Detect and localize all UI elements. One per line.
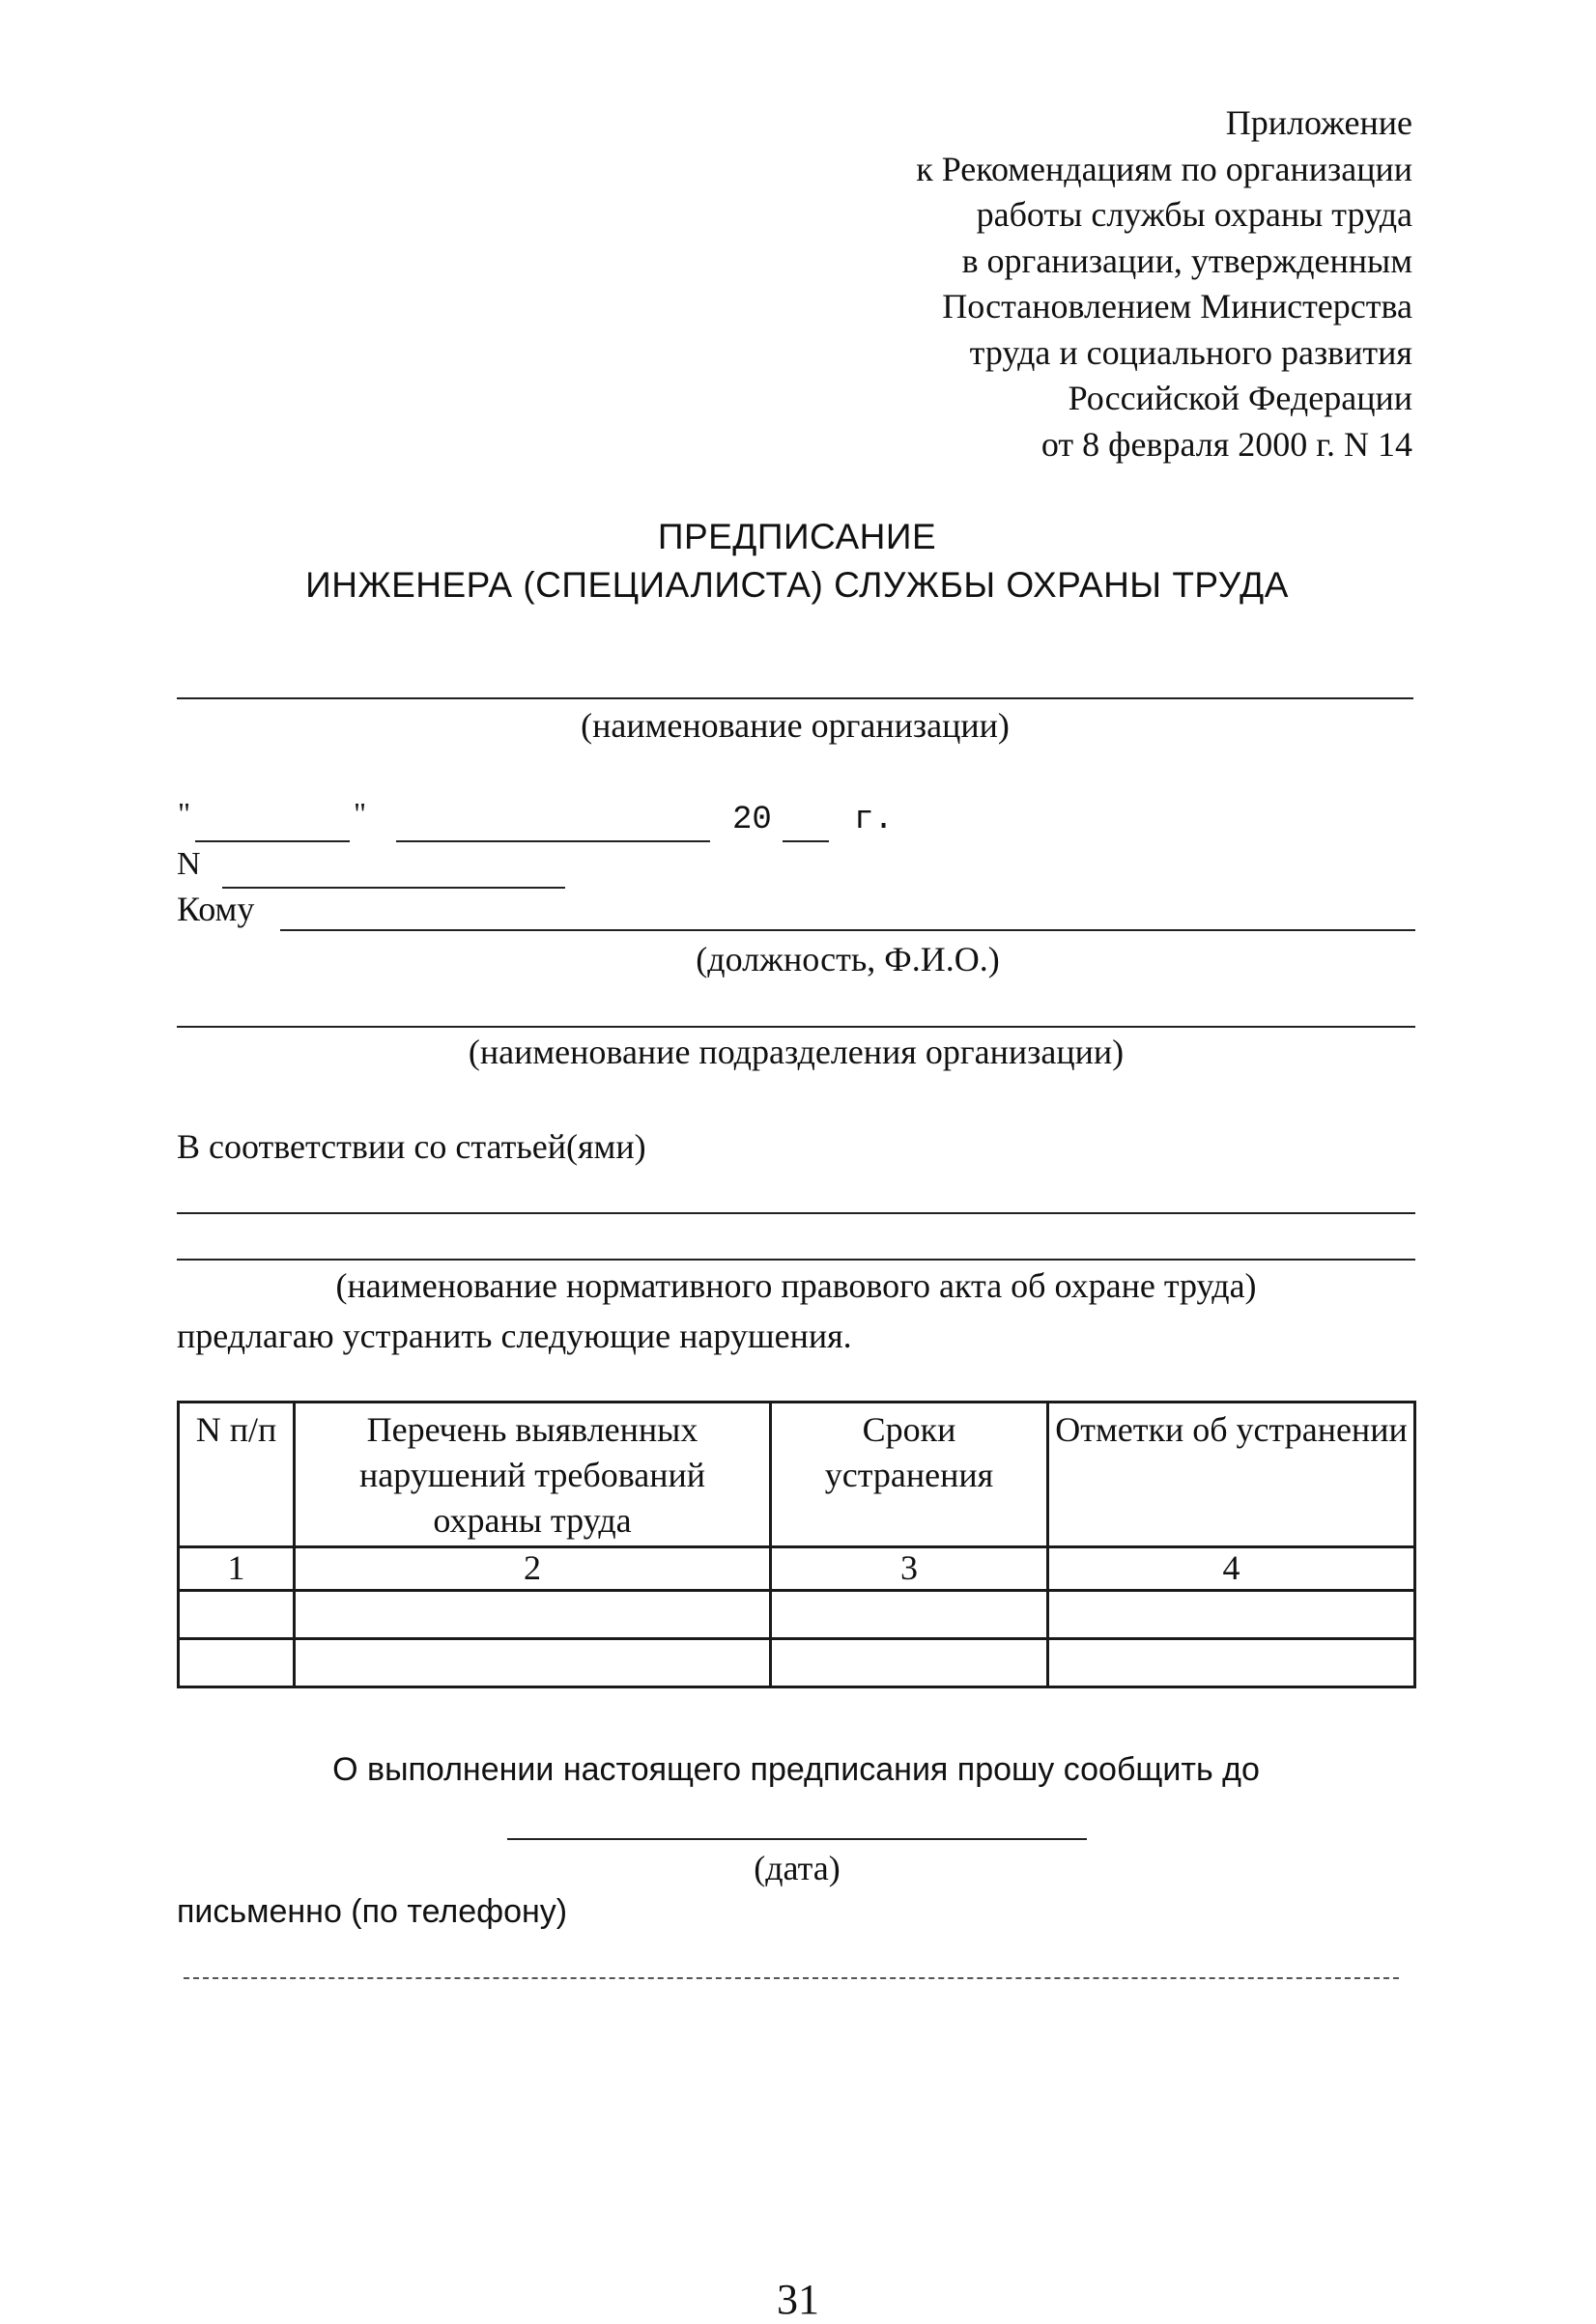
table-cell[interactable]	[295, 1639, 771, 1687]
number-line[interactable]	[222, 887, 565, 889]
appendix-line: Постановлением Министерства	[942, 287, 1412, 326]
date-day-line[interactable]	[195, 840, 350, 842]
date-deadline-line[interactable]	[507, 1838, 1087, 1840]
document-subtitle: ИНЖЕНЕРА (СПЕЦИАЛИСТА) СЛУЖБЫ ОХРАНЫ ТРУДА	[305, 565, 1289, 605]
appendix-line: к Рекомендациям по организации	[916, 149, 1412, 188]
date-year-prefix: 20	[732, 802, 772, 838]
appendix-line: от 8 февраля 2000 г. N 14	[1040, 424, 1412, 464]
column-number: 3	[771, 1547, 1048, 1591]
table-header-row	[179, 1403, 1415, 1547]
header-marks: Отметки об устранении	[1048, 1403, 1415, 1547]
column-number: 4	[1048, 1547, 1415, 1591]
table-cell[interactable]	[295, 1591, 771, 1639]
table-row	[179, 1591, 1415, 1639]
table-row	[179, 1639, 1415, 1687]
articles-line-1[interactable]	[177, 1212, 1415, 1214]
to-label: Кому	[177, 890, 255, 928]
header-deadline: Сроки устранения	[771, 1403, 1048, 1547]
column-number-row	[179, 1547, 1415, 1591]
proposal-text: предлагаю устранить следующие нарушения.	[177, 1317, 852, 1355]
articles-label: В соответствии со статьей(ями)	[177, 1127, 646, 1166]
appendix-line: работы службы охраны труда	[976, 195, 1412, 234]
method-line[interactable]	[184, 1977, 1399, 1979]
act-caption: (наименование нормативного правового акта об охране труда)	[335, 1266, 1257, 1305]
table-cell[interactable]	[1048, 1639, 1415, 1687]
to-line[interactable]	[280, 929, 1415, 931]
date-year-line[interactable]	[783, 840, 829, 842]
table-cell[interactable]	[1048, 1591, 1415, 1639]
number-label: N	[177, 846, 201, 882]
division-line[interactable]	[177, 1026, 1415, 1028]
violations-table	[177, 1401, 1416, 1688]
header-violations: Перечень выявленных нарушений требований охраны труда	[295, 1403, 771, 1547]
division-caption: (наименование подразделения организации)	[468, 1033, 1125, 1071]
articles-line-2[interactable]	[177, 1259, 1415, 1261]
table-cell[interactable]	[771, 1591, 1048, 1639]
table-cell[interactable]	[771, 1639, 1048, 1687]
date-caption: (дата)	[754, 1849, 841, 1887]
table-cell[interactable]	[179, 1639, 295, 1687]
date-open-quote: "	[178, 796, 191, 831]
position-caption: (должность, Ф.И.О.)	[696, 940, 1000, 978]
date-month-line[interactable]	[396, 840, 710, 842]
method-text: письменно (по телефону)	[177, 1893, 568, 1930]
appendix-line: в организации, утвержденным	[961, 241, 1412, 280]
column-number: 2	[295, 1547, 771, 1591]
report-text: О выполнении настоящего предписания прошу сообщить до	[332, 1751, 1260, 1788]
date-year-suffix: г.	[854, 802, 894, 838]
appendix-line: Приложение	[1225, 103, 1412, 142]
date-close-quote: "	[354, 796, 367, 831]
appendix-block	[543, 100, 1412, 468]
page-number: 31	[777, 2276, 819, 2323]
table-cell[interactable]	[179, 1591, 295, 1639]
organization-name-line[interactable]	[177, 697, 1413, 699]
document-title: ПРЕДПИСАНИЕ	[657, 517, 937, 556]
appendix-line: труда и социального развития	[969, 332, 1412, 372]
organization-caption: (наименование организации)	[581, 706, 1010, 745]
header-number: N п/п	[179, 1403, 295, 1547]
column-number: 1	[179, 1547, 295, 1591]
appendix-line: Российской Федерации	[1068, 379, 1412, 417]
